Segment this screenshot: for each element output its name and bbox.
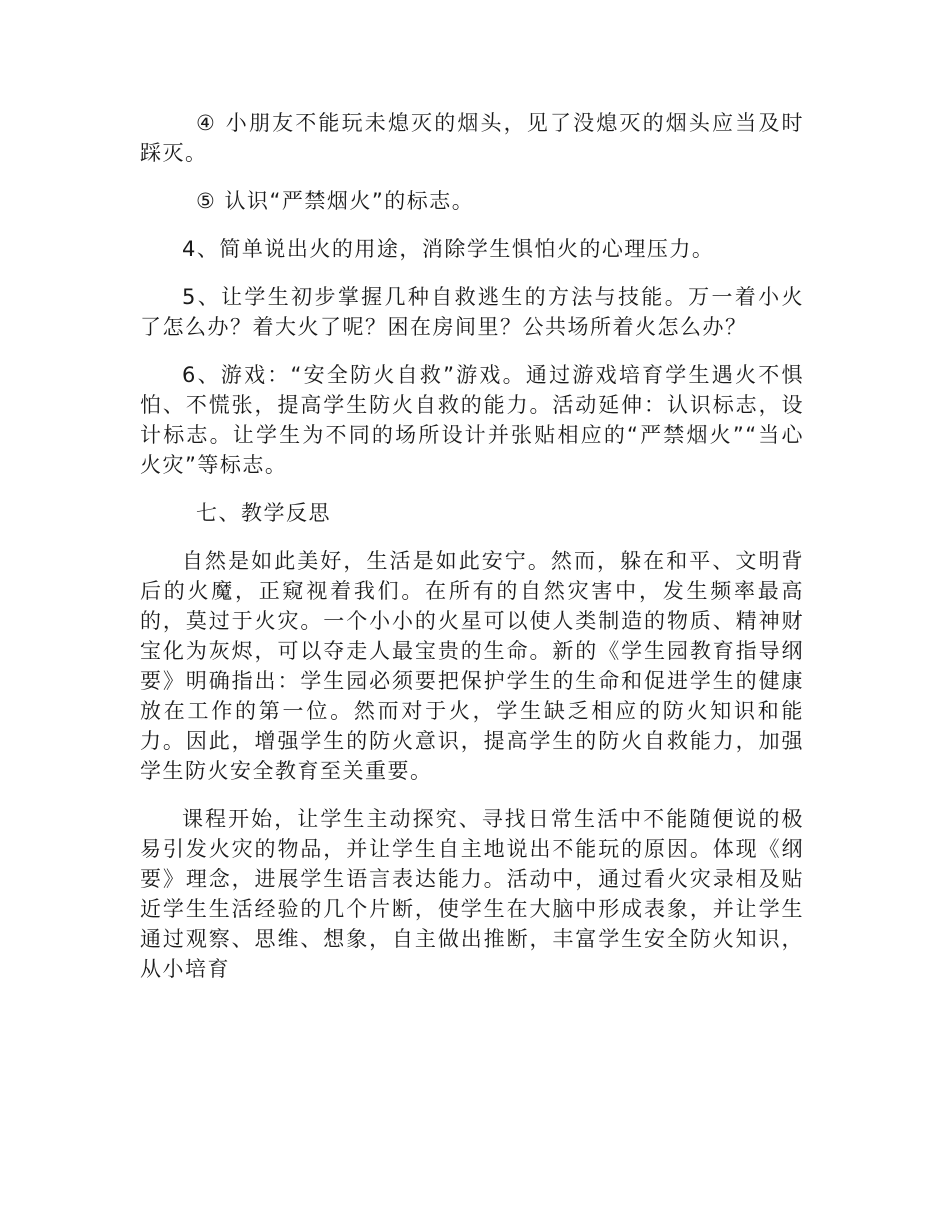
step-5-paragraph: 5、让学生初步掌握几种自救逃生的方法与技能。万一着小火了怎么办？着大火了呢？困在房间里？公共场所着火怎么办？ [140, 285, 804, 339]
step-4-paragraph: 4、简单说出火的用途，消除学生惧怕火的心理压力。 [182, 237, 715, 261]
list-item-5-sign: ⑤ 认识“严禁烟火”的标志。 [196, 189, 475, 213]
step-6-paragraph: 6、游戏：“安全防火自救”游戏。通过游戏培育学生遇火不惧怕、不慌张，提高学生防火自救的能力。活动延伸：认识标志，设计标志。让学生为不同的场所设计并张贴相应的“严禁烟火”“当心火灾”等标志。 [140, 363, 804, 477]
reflection-paragraph-1: 自然是如此美好，生活是如此安宁。然而，躲在和平、文明背后的火魔，正窥视着我们。在所有的自然灾害中，发生频率最高的，莫过于火灾。一个小小的火星可以使人类制造的物质、精神财宝化为灰烬，可以夺走人最宝贵的生命。新的《学生园教育指导纲要》明确指出：学生园必须要把保护学生的生命和促进学生的健康放在工作的第一位。然而对于火，学生缺乏相应的防火知识和能力。因此，增强学生的防火意识，提高学生的防火自救能力，加强学生防火安全教育至关重要。 [140, 549, 804, 783]
reflection-paragraph-2: 课程开始，让学生主动探究、寻找日常生活中不能随便说的极易引发火灾的物品，并让学生自主地说出不能玩的原因。体现《纲要》理念，进展学生语言表达能力。活动中，通过看火灾录相及贴近学生生活经验的几个片断，使学生在大脑中形成表象，并让学生通过观察、思维、想象，自主做出推断，丰富学生安全防火知识，从小培育 [140, 807, 804, 981]
section-heading-reflection: 七、教学反思 [196, 501, 331, 525]
document-page [140, 108, 804, 984]
list-item-4-cigarette: ④ 小朋友不能玩未熄灭的烟头，见了没熄灭的烟头应当及时踩灭。 [140, 111, 804, 165]
